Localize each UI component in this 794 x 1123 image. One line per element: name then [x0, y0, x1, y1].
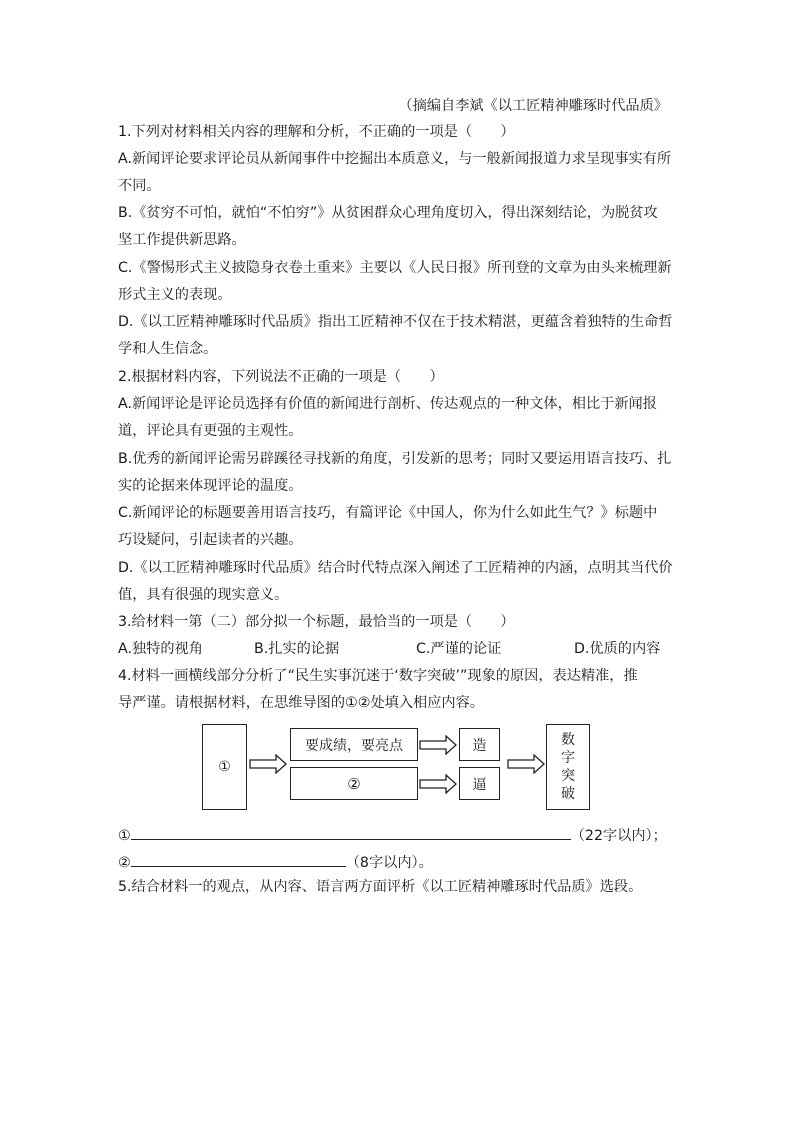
q2-option-c: C.新闻评论的标题要善用语言技巧，有篇评论《中国人，你为什么如此生气？》标题中 [118, 505, 658, 521]
fill-1-mark: ① [118, 828, 131, 844]
arrow-icon [418, 735, 458, 755]
q1-option-c: C.《警惕形式主义披隐身衣卷土重来》主要以《人民日报》所刊登的文章为由头来梳理新 [118, 260, 672, 276]
diagram-box-result-top: 造 [459, 728, 500, 761]
final-char: 字 [561, 750, 575, 766]
diagram-box-top: 要成绩，要亮点 [290, 728, 418, 761]
answer-blank-2[interactable] [131, 850, 346, 867]
answer-blank-1[interactable] [131, 823, 571, 840]
q2-option-a: A.新闻评论是评论员选择有价值的新闻进行剖析、传达观点的一种文体，相比于新闻报 [118, 396, 657, 412]
q2-option-a-cont: 道，评论具有更强的主观性。 [118, 423, 303, 439]
fill-2-note: （8字以内）。 [345, 855, 433, 871]
arrow-icon [248, 754, 288, 774]
fill-line-1 [118, 823, 667, 846]
final-char: 破 [561, 786, 575, 802]
q4-stem-cont: 导严谨。请根据材料，在思维导图的①②处填入相应内容。 [118, 695, 484, 711]
diagram-box-final [546, 724, 590, 810]
diagram-box-bottom: ② [290, 767, 418, 800]
arrow-icon [418, 774, 458, 794]
q1-option-c-cont: 形式主义的表现。 [118, 287, 232, 303]
q3-option-a: A.独特的视角 [118, 641, 203, 657]
q2-option-c-cont: 巧设疑问，引起读者的兴趣。 [118, 532, 303, 548]
final-char: 数 [561, 732, 575, 748]
fill-line-2 [118, 850, 433, 873]
diagram-box-reason: ① [202, 724, 247, 810]
q2-stem: 2.根据材料内容，下列说法不正确的一项是（ ） [118, 369, 444, 385]
q3-option-c: C.严谨的论证 [416, 641, 502, 657]
q3-option-b: B.扎实的论据 [254, 641, 340, 657]
q2-option-b-cont: 实的论据来体现评论的温度。 [118, 478, 303, 494]
q1-option-a: A.新闻评论要求评论员从新闻事件中挖掘出本质意义，与一般新闻报道力求呈现事实有所 [118, 151, 672, 167]
q2-option-d: D.《以工匠精神雕琢时代品质》结合时代特点深入阐述了工匠精神的内涵，点明其当代价 [118, 560, 673, 576]
q5-stem: 5.结合材料一的观点，从内容、语言两方面评析《以工匠精神雕琢时代品质》选段。 [118, 879, 643, 895]
fill-2-mark: ② [118, 855, 131, 871]
fill-1-note: （22字以内）； [570, 828, 667, 844]
q3-stem: 3.给材料一第（二）部分拟一个标题，最恰当的一项是（ ） [118, 614, 515, 630]
q3-option-d: D.优质的内容 [574, 641, 661, 657]
q2-option-d-cont: 值，具有很强的现实意义。 [118, 587, 289, 603]
q1-option-a-cont: 不同。 [118, 178, 161, 194]
q1-option-b-cont: 坚工作提供新思路。 [118, 232, 246, 248]
source-line: （摘编自李斌《以工匠精神雕琢时代品质》 [398, 98, 668, 114]
q4-stem: 4.材料一画横线部分分析了“民生实事沉迷于‘数字突破’”现象的原因，表达精准，推 [118, 668, 638, 684]
final-char: 突 [561, 768, 575, 784]
q1-option-d: D.《以工匠精神雕琢时代品质》指出工匠精神不仅在于技术精湛，更蕴含着独特的生命哲 [118, 314, 673, 330]
q1-option-b: B.《贫穷不可怕，就怕“不怕穷”》从贫困群众心理角度切入，得出深刻结论，为脱贫攻 [118, 205, 658, 221]
q2-option-b: B.优秀的新闻评论需另辟蹊径寻找新的角度，引发新的思考；同时又要运用语言技巧、扎 [118, 451, 672, 467]
q1-option-d-cont: 学和人生信念。 [118, 341, 218, 357]
q1-stem: 1.下列对材料相关内容的理解和分析，不正确的一项是（ ） [118, 124, 515, 140]
diagram-box-result-bottom: 逼 [459, 767, 500, 800]
arrow-icon [506, 754, 546, 774]
